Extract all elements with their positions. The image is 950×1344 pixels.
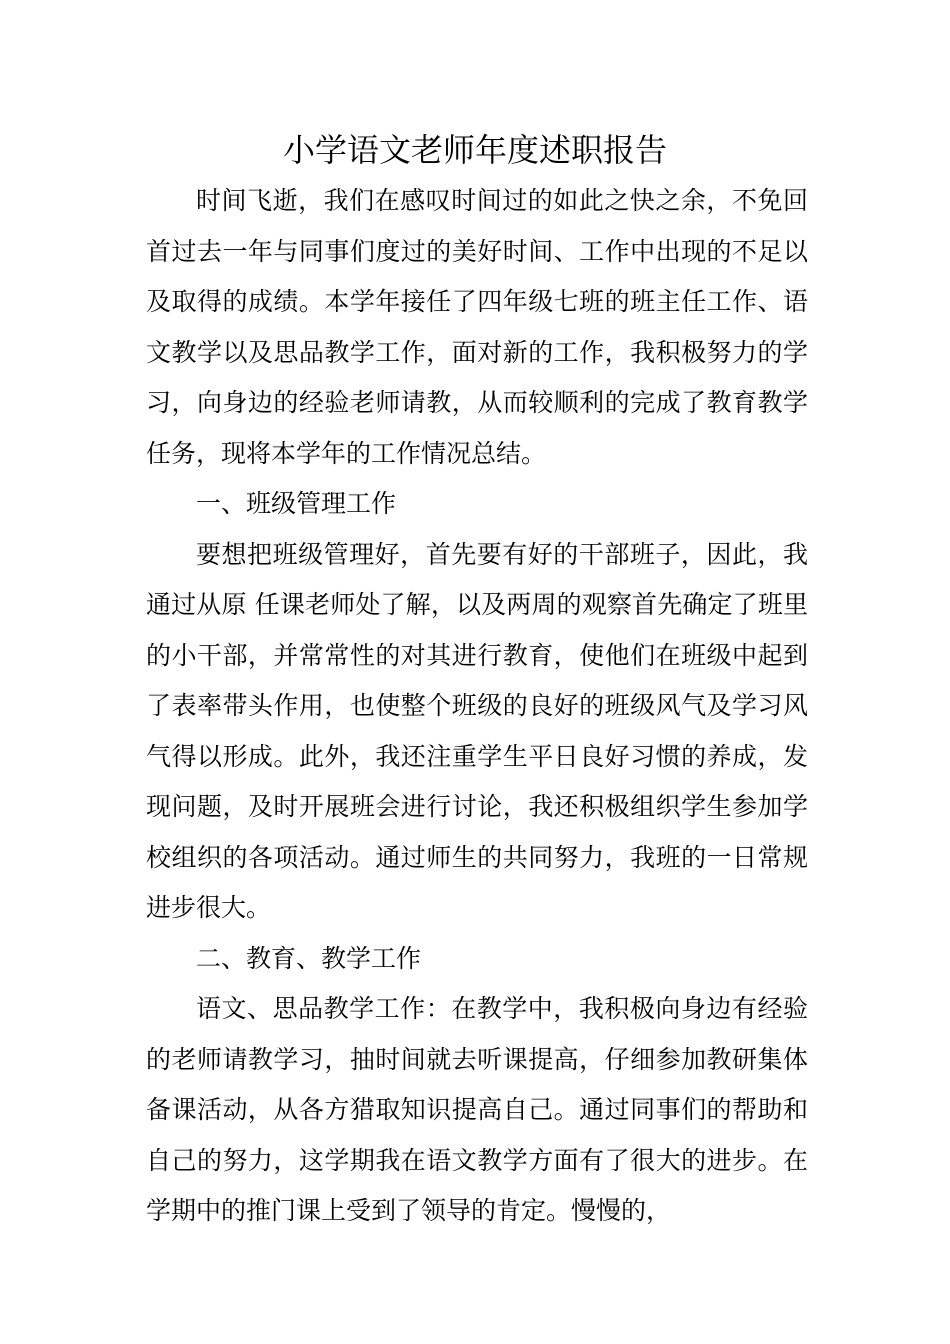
document-body: [146, 176, 808, 1237]
section-heading-class-management: 一、班级管理工作: [196, 489, 397, 518]
section-heading-teaching: 二、教育、教学工作: [196, 943, 422, 973]
paragraph-teaching: 语文、思品教学工作：在教学中，我积极向身边有经验的老师请教学习，抽时间就去听课提高，仔细参加教研集体备课活动，从各方猎取知识提高自己。通过同事们的帮助和自己的努力，这学期我在语文教学方面有了很大的进步。在学期中的推门课上受到了领导的肯定。慢慢的，: [146, 994, 808, 1225]
paragraph-class-management: 要想把班级管理好，首先要有好的干部班子，因此，我通过从原 任课老师处了解，以及两周的观察首先确定了班里的小干部，并常常性的对其进行教育，使他们在班级中起到了表率带头作用，也使整个班级的良好的班级风气及学习风气得以形成。此外，我还注重学生平日良好习惯的养成，发现问题，及时开展班会进行讨论，我还积极组织学生参加学校组织的各项活动。通过师生的共同努力，我班的一日常规进步很大。: [146, 539, 808, 922]
paragraph-intro: 时间飞逝，我们在感叹时间过的如此之快之余，不免回首过去一年与同事们度过的美好时间、工作中出现的不足以及取得的成绩。本学年接任了四年级七班的班主任工作、语文教学以及思品教学工作，面对新的工作，我积极努力的学习，向身边的经验老师请教，从而较顺利的完成了教育教学任务，现将本学年的工作情况总结。: [146, 186, 808, 468]
document-title: 小学语文老师年度述职报告: [282, 131, 667, 169]
